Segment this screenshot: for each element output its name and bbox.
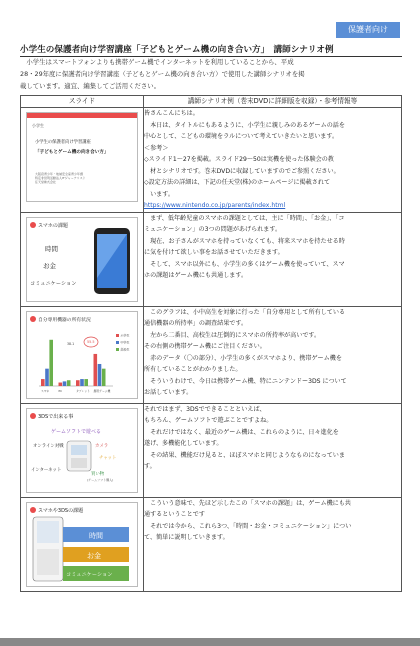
slide-cell [21,306,144,403]
intro-text [20,56,404,92]
slide-5-thumbnail [26,502,138,587]
scenario-line: に気を付けて欲しい事をお話させていただきます。 [144,249,284,256]
chart-data-label: 38.1 [67,341,75,346]
chart-bar [102,368,106,385]
slide-4-item: カメラ [95,443,109,449]
chart-bar [63,381,67,386]
slide-2-graphic [27,218,137,301]
slide-2-thumbnail [26,217,138,302]
slide-3-chart [27,312,137,398]
scenario-line: ◇スライド1～27を掲載。スライド29～50は実機を使った体験会の教 [144,156,334,163]
header-scenario: 講師シナリオ例（巻末DVDに詳細版を収録）・参考情報等 [144,96,402,108]
table-row [21,212,402,306]
scenario-cell [144,306,402,403]
chart-data-label: 55.5 [87,339,95,344]
scenario-line: もちろん、ゲームソフトで遊ぶことですよね。 [144,417,273,424]
scenario-line: お話しています。 [144,389,193,396]
scenario-line: そういうわけで、今日は携帯ゲーム機、特にニンテンドー3DS について [144,377,347,385]
bullet-icon [30,413,36,419]
slide-4-item: チャット [99,455,117,461]
scenario-line: 皆さんこんにちは。 [144,110,199,117]
scenario-cell [144,212,402,306]
intro-line: 28・29年度に保護者向け学習講座（子どもとゲーム機の向き合い方）で使用した講師シナリオを掲 [20,70,305,78]
slide-5-item: 時間 [89,531,103,540]
chart-bar [80,379,84,386]
scenario-line: います。 [144,190,174,198]
scenario-line: 遂げ、多機能化しています。 [144,440,223,447]
legend-swatch [116,348,119,351]
chart-x-tick-label: スマホ [41,388,50,393]
scenario-cell [144,108,402,213]
slide-3-thumbnail [26,311,138,399]
slide-2-item: 時間 [45,244,58,253]
slide-4-item-note: (ゲームソフト購入) [87,477,114,482]
slide-2-item: コミュニケーション [30,280,77,287]
legend-label: 小学生 [120,333,130,338]
chart-bar [45,368,49,385]
scenario-line: 通信機器の所持率」の調査結果です。 [144,320,248,327]
legend-label: 高校生 [120,347,130,352]
chart-bar [94,353,98,385]
scenario-line: て、簡単に説明していきます。 [144,534,229,541]
scenario-line: ◇設定方法の詳細は、下記の任天堂(株)のホームページに掲載されて [144,179,331,186]
intro-line: 小学生はスマートフォンよりも携帯ゲーム機でインターネットを利用していることから、平成 [26,58,294,66]
slide-5-item: コミュニケーション [66,571,113,578]
chart-bar [49,339,53,385]
slide-1-footer: 任天堂株式会社 [35,180,57,184]
scenario-line: 本日は、タイトルにもあるように、小学生に親しみのあるゲームの話を [144,121,345,129]
slide-5-graphic [27,503,137,586]
slide-1-footer: 大阪府青少年・地域安全室青少年課 [35,172,84,176]
slide-cell [21,212,144,306]
scenario-line: その結果、機能だけ見ると、ほぼスマホと同じようなものになっていま [144,451,345,459]
scenario-line: 中心として、こどもの環境をラルについて考えていきたいと思います。 [144,133,339,140]
slide-1-subtitle: 「子どもとゲーム機の向き合い方」 [35,150,109,155]
slide-1-graphic [27,113,137,201]
table-header-row [21,96,402,108]
scenario-line: それだけではなく、最近のゲーム機は、これらのように、日々進化を [144,428,339,436]
slide-4-graphic [27,409,137,492]
scenario-line: 通するということです [144,511,205,518]
table-row [21,497,402,591]
slide-4-item: 買い物 [91,471,105,477]
scenario-line: その右側の携帯ゲーム機にご注目ください。 [144,343,266,350]
scenario-line: ホの課題はゲーム機にも共通します。 [144,272,248,279]
scenario-line: まず、低年齢児童のスマホの課題としては、主に「時間」、「お金」、「コ [144,214,345,222]
bullet-icon [30,222,36,228]
scenario-line: 所有していることがわかりました。 [144,366,242,373]
scenario-line: このグラフは、小中高生を対象に行った「自分専用として所有している [144,308,346,316]
scenario-line: ミュニケーション」の3つの問題があげられます。 [144,226,282,233]
scenario-line: 現在、お子さんがスマホを持っていなくても、将来スマホを持たせる時 [144,237,345,245]
page-title: 小学生の保護者向け学習講座「子どもとゲーム機の向き合い方」 講師シナリオ例 [20,43,402,57]
slide-1-label: 小学生 [32,123,44,128]
slide-cell [21,497,144,591]
slide-cell [21,108,144,213]
chart-bar [76,380,80,386]
chart-bar [98,363,102,385]
scenario-line: ＜参考＞ [144,144,169,152]
slide-4-thumbnail [26,408,138,493]
slide-cell [21,403,144,497]
slide-4-item: インターネット [31,467,62,473]
intro-line: 載しています。適宜、編集してご活用ください。 [20,82,161,90]
table-row [21,403,402,497]
scenario-line: それでは今から、これら3つ、「時間・お金・コミュニケーション」につい [144,522,352,530]
slide-1-thumbnail [26,112,138,202]
slide-1-footer: 特定非営利活動法人ITジャーナリスト [35,176,86,180]
chart-x-tick-label: PC [58,388,63,393]
chart-bar [84,379,88,386]
bullet-icon [30,316,36,322]
slide-2-heading: スマホの課題 [38,222,68,229]
chart-bar [41,379,45,386]
chart-bar [67,380,71,386]
legend-swatch [116,341,119,344]
chart-x-tick-label: タブレット [76,388,90,393]
slide-4-item: オンライン対戦 [33,443,64,449]
scenario-line: それではまず、3DSでできることといえば、 [144,405,266,413]
scenario-line: こういう意味で、先ほど示したこの「スマホの課題」は、ゲーム機にも共 [144,499,351,507]
scenario-cell [144,403,402,497]
scenario-cell [144,497,402,591]
chart-x-tick-label: 携帯ゲーム機 [93,388,111,393]
audience-badge: 保護者向け [336,22,400,38]
nintendo-link[interactable]: https://www.nintendo.co.jp/parents/index.html [144,202,286,209]
scenario-line: 材とシナリオです。巻末DVDに収録していますのでご参照ください。 [144,167,340,175]
chart-title: 自分専用機器の所有状況 [38,317,91,323]
table-row [21,306,402,403]
slide-4-heading: 3DSで出来る事 [38,413,74,420]
scenario-table [20,95,402,592]
legend-swatch [116,334,119,337]
chart-bar [59,382,63,385]
slide-5-heading: スマホや3DSの課題 [38,507,84,514]
slide-1-title: 小学生の保護者向け学習講座 [35,140,91,145]
scenario-line: そして、スマホ以外にも、小学生の多くはゲーム機を使っていて、スマ [144,260,345,268]
header-slide: スライド [21,96,144,108]
scenario-line: 赤のデータ（〇の部分）、小学生の多くがスマホより、携帯ゲーム機を [144,354,342,362]
scenario-line: 左から二番目、高校生は圧倒的にスマホの所持率が高いです。 [144,331,321,339]
scenario-line: す。 [144,463,156,470]
page-bottom-edge [0,638,420,646]
bullet-icon [30,507,36,513]
legend-label: 中学生 [120,340,130,345]
slide-5-item: お金 [87,551,101,560]
slide-4-banner: ゲームソフトで遊べる [51,428,102,435]
slide-2-item: お金 [43,261,56,270]
table-row [21,108,402,213]
